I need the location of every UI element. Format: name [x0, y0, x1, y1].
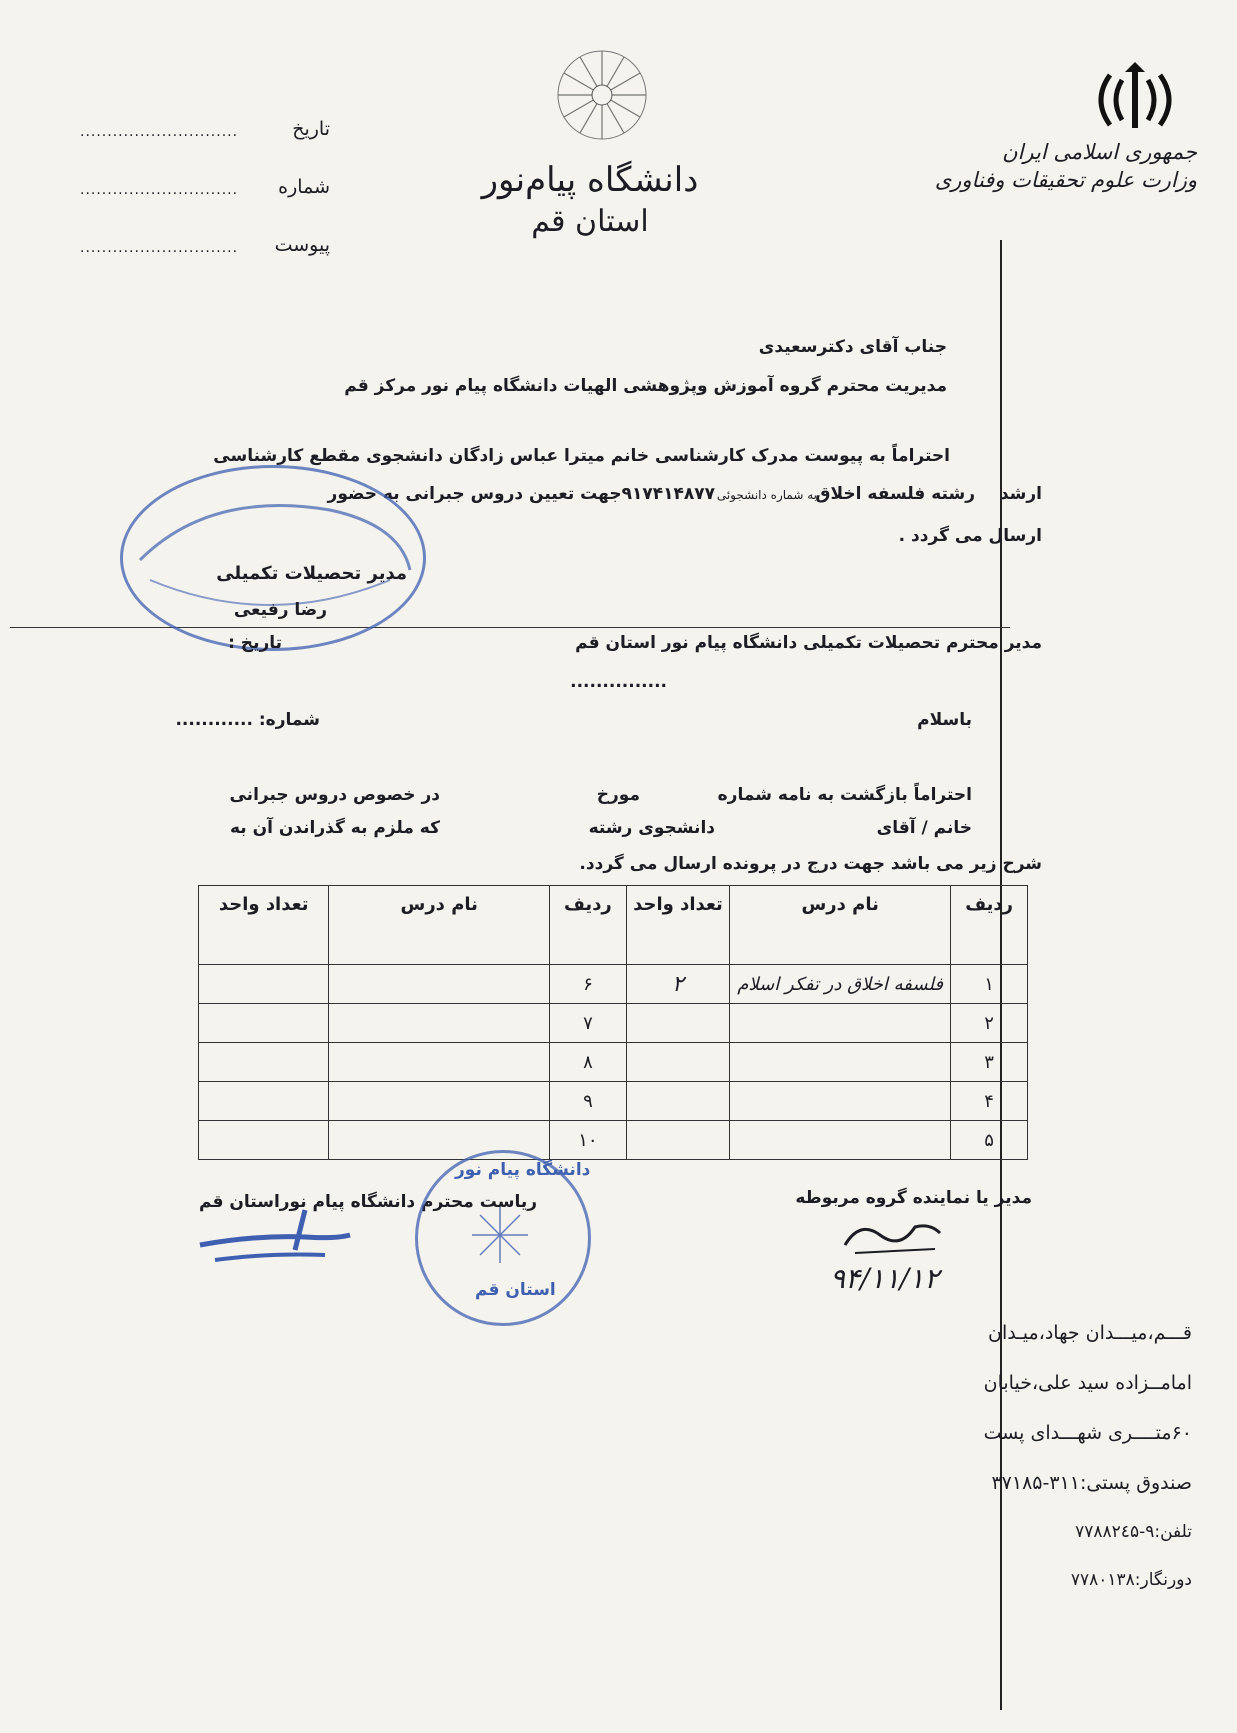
address-block — [872, 1322, 1192, 1590]
reply-p1-a: احتراماً بازگشت به نامه شماره — [717, 785, 972, 805]
course-units: ۲ — [626, 965, 729, 1004]
ministry-name: وزارت علوم تحقیقات وفناوری — [934, 168, 1197, 192]
attachment-label: پیوست — [274, 234, 330, 256]
course-units — [626, 1004, 729, 1043]
reply-addressee: مدیر محترم تحصیلات تکمیلی دانشگاه پیام نور استان قم — [575, 633, 1042, 653]
letter-line-1: احتراماً به پیوست مدرک کارشناسی خانم میترا عباس زادگان دانشجوی مقطع کارشناسی — [213, 446, 950, 466]
course-name — [730, 1121, 951, 1160]
course-name: فلسفه اخلاق در تفکر اسلام — [730, 965, 951, 1004]
attachment-field — [80, 234, 330, 256]
course-units — [626, 1121, 729, 1160]
header-course-name: نام درس — [730, 886, 951, 965]
course-units-2 — [199, 1043, 329, 1082]
number-label: شماره — [278, 176, 330, 198]
table-row — [199, 1043, 1028, 1082]
signer-title: مدیر تحصیلات تکمیلی — [216, 563, 407, 584]
group-head-label: مدیر یا نماینده گروه مربوطه — [795, 1188, 1032, 1208]
university-logo-icon — [552, 45, 652, 145]
president-label: ریاست محترم دانشگاه پیام نوراستان قم — [199, 1192, 537, 1212]
header-row-no: ردیف — [951, 886, 1028, 965]
row-no-2: ۷ — [550, 1004, 627, 1043]
row-no-2: ۸ — [550, 1043, 627, 1082]
header-units: تعداد واحد — [626, 886, 729, 965]
table-header-row — [199, 886, 1028, 965]
course-units-2 — [199, 965, 329, 1004]
course-units-2 — [199, 1121, 329, 1160]
letter-line-2-rest: ۹۱۷۴۱۴۸۷۷جهت تعیین دروس جبرانی به حضور — [327, 484, 715, 504]
reply-p2-c: که ملزم به گذراندن آن به — [229, 818, 440, 838]
stamp-text-top: دانشگاه پیام نور — [455, 1160, 591, 1180]
header-units-2: تعداد واحد — [199, 886, 329, 965]
date-field — [80, 118, 330, 140]
row-no: ۵ — [951, 1121, 1028, 1160]
course-name — [730, 1043, 951, 1082]
letter-line-2-small: به شماره دانشجوئی — [716, 488, 817, 502]
university-title — [470, 160, 710, 239]
stamp-center-icon — [470, 1205, 530, 1265]
iran-emblem-icon — [1080, 60, 1190, 140]
course-units-2 — [199, 1004, 329, 1043]
row-no-2: ۹ — [550, 1082, 627, 1121]
course-name-2 — [329, 1043, 550, 1082]
ministry-block — [934, 140, 1197, 192]
university-name: دانشگاه پیام‌نور — [481, 160, 699, 200]
letter-addressee-title: مدیریت محترم گروه آموزش وپژوهشی الهیات دانشگاه پیام نور مرکز قم — [344, 376, 947, 396]
president-signature-icon — [195, 1205, 355, 1275]
reply-p1-c: در خصوص دروس جبرانی — [229, 785, 440, 805]
date-label: تاریخ — [292, 118, 330, 140]
table-row — [199, 1082, 1028, 1121]
reply-p2-b: دانشجوی رشته — [588, 818, 715, 838]
row-no-2: ۱۰ — [550, 1121, 627, 1160]
table-row — [199, 965, 1028, 1004]
letter-line-2-field: رشته فلسفه اخلاق — [815, 484, 975, 504]
course-name-2 — [329, 1004, 550, 1043]
reply-p1-b: مورخ — [596, 785, 640, 805]
stamp-text-bottom: استان قم — [475, 1280, 556, 1300]
header-course-name-2: نام درس — [329, 886, 550, 965]
table-row — [199, 1121, 1028, 1160]
row-no: ۴ — [951, 1082, 1028, 1121]
attachment-dots: ............................. — [80, 240, 239, 256]
compensatory-courses-table — [198, 885, 1028, 1160]
header-row-no-2: ردیف — [550, 886, 627, 965]
address-line-1: قـــم،میـــدان جهاد،میـدان — [988, 1322, 1192, 1344]
address-fax: دورنگار:۷۷۸۰۱۳۸ — [1070, 1570, 1192, 1590]
course-name-2 — [329, 1082, 550, 1121]
address-line-3: ۶۰متــــری شهـــدای پست — [983, 1422, 1192, 1444]
number-field — [80, 176, 330, 198]
letter-line-2-prefix: ارشد — [999, 484, 1042, 504]
course-name — [730, 1082, 951, 1121]
address-line-4: صندوق پستی:۳۱۱-۳۷۱۸۵ — [991, 1472, 1192, 1494]
province-name: استان قم — [531, 204, 649, 239]
reply-p3: شرح زیر می باشد جهت درج در پرونده ارسال می گردد. — [579, 854, 1042, 874]
reply-date-label: تاریخ : — [228, 633, 282, 653]
course-name — [730, 1004, 951, 1043]
date-dots: ............................. — [80, 124, 239, 140]
letter-addressee: جناب آقای دکترسعیدی — [758, 337, 947, 357]
signature-date: ۹۴/۱۱/۱۲ — [830, 1262, 940, 1295]
row-no-2: ۶ — [550, 965, 627, 1004]
reply-dots: ............... — [570, 672, 667, 692]
course-units — [626, 1082, 729, 1121]
reply-number-label: شماره: ............ — [175, 710, 320, 730]
reply-greeting: باسلام — [917, 710, 972, 730]
address-line-2: امامــزاده سید علی،خیابان — [983, 1372, 1192, 1394]
row-no: ۱ — [951, 965, 1028, 1004]
reply-p2-a: خانم / آقای — [876, 818, 972, 838]
row-no: ۲ — [951, 1004, 1028, 1043]
course-name-2 — [329, 965, 550, 1004]
row-no: ۳ — [951, 1043, 1028, 1082]
letter-line-3: ارسال می گردد . — [898, 526, 1042, 546]
address-phone: تلفن:۹-۷۷۸۸۲٤۵ — [1075, 1522, 1192, 1542]
signature-scribble-icon — [840, 1215, 950, 1260]
country-name: جمهوری اسلامی ایران — [1002, 140, 1197, 164]
course-units-2 — [199, 1082, 329, 1121]
table-row — [199, 1004, 1028, 1043]
course-units — [626, 1043, 729, 1082]
number-dots: ............................. — [80, 182, 239, 198]
signer-name: رضا رفیعی — [233, 600, 327, 620]
